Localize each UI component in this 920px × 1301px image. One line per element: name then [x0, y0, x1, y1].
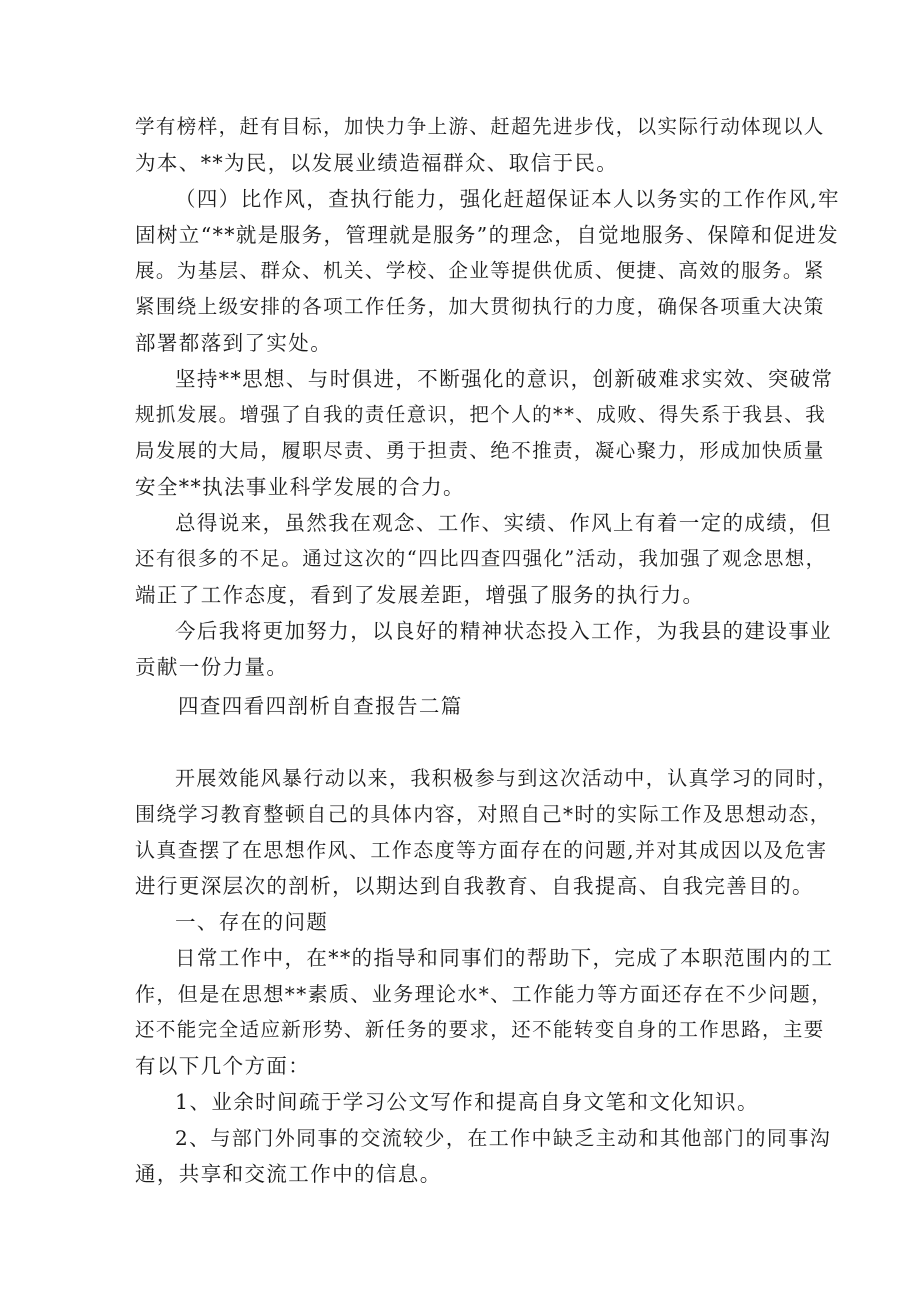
text-line: 展。为基层、群众、机关、学校、企业等提供优质、便捷、高效的服务。紧 [135, 259, 825, 282]
section-title: 四查四看四剖析自查报告二篇 [178, 694, 463, 718]
text-line: 还有很多的不足。通过这次的“四比四查四强化”活动，我加强了观念思想， [135, 547, 827, 570]
text-line: 有以下几个方面： [135, 1054, 311, 1078]
text-line: 固树立“**就是服务，管理就是服务”的理念，自觉地服务、保障和促进发 [135, 223, 840, 247]
text-line: 坚持**思想、与时俱进，不断强化的意识，创新破难求实效、突破常 [175, 367, 834, 391]
text-line: 规抓发展。增强了自我的责任意识，把个人的**、成败、得失系于我县、我 [135, 403, 827, 426]
subheading: 一、存在的问题 [175, 910, 329, 934]
text-line: 认真查摆了在思想作风、工作态度等方面存在的问题,并对其成因以及危害 [135, 838, 828, 862]
text-line: （四）比作风，查执行能力，强化赶超保证本人以务实的工作作风,牢 [175, 187, 840, 211]
text-line: 围绕学习教育整顿自己的具体内容，对照自己*时的实际工作及思想动态， [135, 802, 832, 826]
text-line: 通，共享和交流工作中的信息。 [135, 1162, 442, 1186]
text-line: 安全**执法事业科学发展的合力。 [135, 475, 465, 499]
text-line: 部署都落到了实处。 [135, 331, 333, 355]
text-line: 局发展的大局，履职尽责、勇于担责、绝不推责，凝心聚力，形成加快质量 [135, 439, 825, 462]
text-line: 作，但是在思想**素质、业务理论水*、工作能力等方面还存在不少问题， [135, 982, 833, 1006]
text-line: 日常工作中，在**的指导和同事们的帮助下，完成了本职范围内的工 [175, 946, 834, 970]
text-line: 进行更深层次的剖析，以期达到自我教育、自我提高、自我完善目的。 [135, 874, 814, 898]
text-line: 学有榜样，赶有目标，加快力争上游、赶超先进步伐，以实际行动体现以人 [135, 115, 825, 138]
list-item: 2、与部门外同事的交流较少，在工作中缺乏主动和其他部门的同事沟 [175, 1126, 832, 1150]
text-line: 还不能完全适应新形势、新任务的要求，还不能转变自身的工作思路，主要 [135, 1018, 825, 1041]
list-item: 1、业余时间疏于学习公文写作和提高自身文笔和文化知识。 [175, 1090, 759, 1114]
text-line: 今后我将更加努力，以良好的精神状态投入工作，为我县的建设事业 [175, 619, 832, 643]
text-line: 紧围绕上级安排的各项工作任务，加大贯彻执行的力度，确保各项重大决策 [135, 295, 825, 318]
text-line: 为本、**为民，以发展业绩造福群众、取信于民。 [135, 151, 619, 175]
text-line: 开展效能风暴行动以来，我积极参与到这次活动中，认真学习的同时， [175, 766, 839, 790]
text-line: 端正了工作态度，看到了发展差距，增强了服务的执行力。 [135, 583, 705, 607]
text-line: 贡献一份力量。 [135, 655, 289, 679]
text-line: 总得说来，虽然我在观念、工作、实绩、作风上有着一定的成绩，但 [175, 511, 832, 535]
